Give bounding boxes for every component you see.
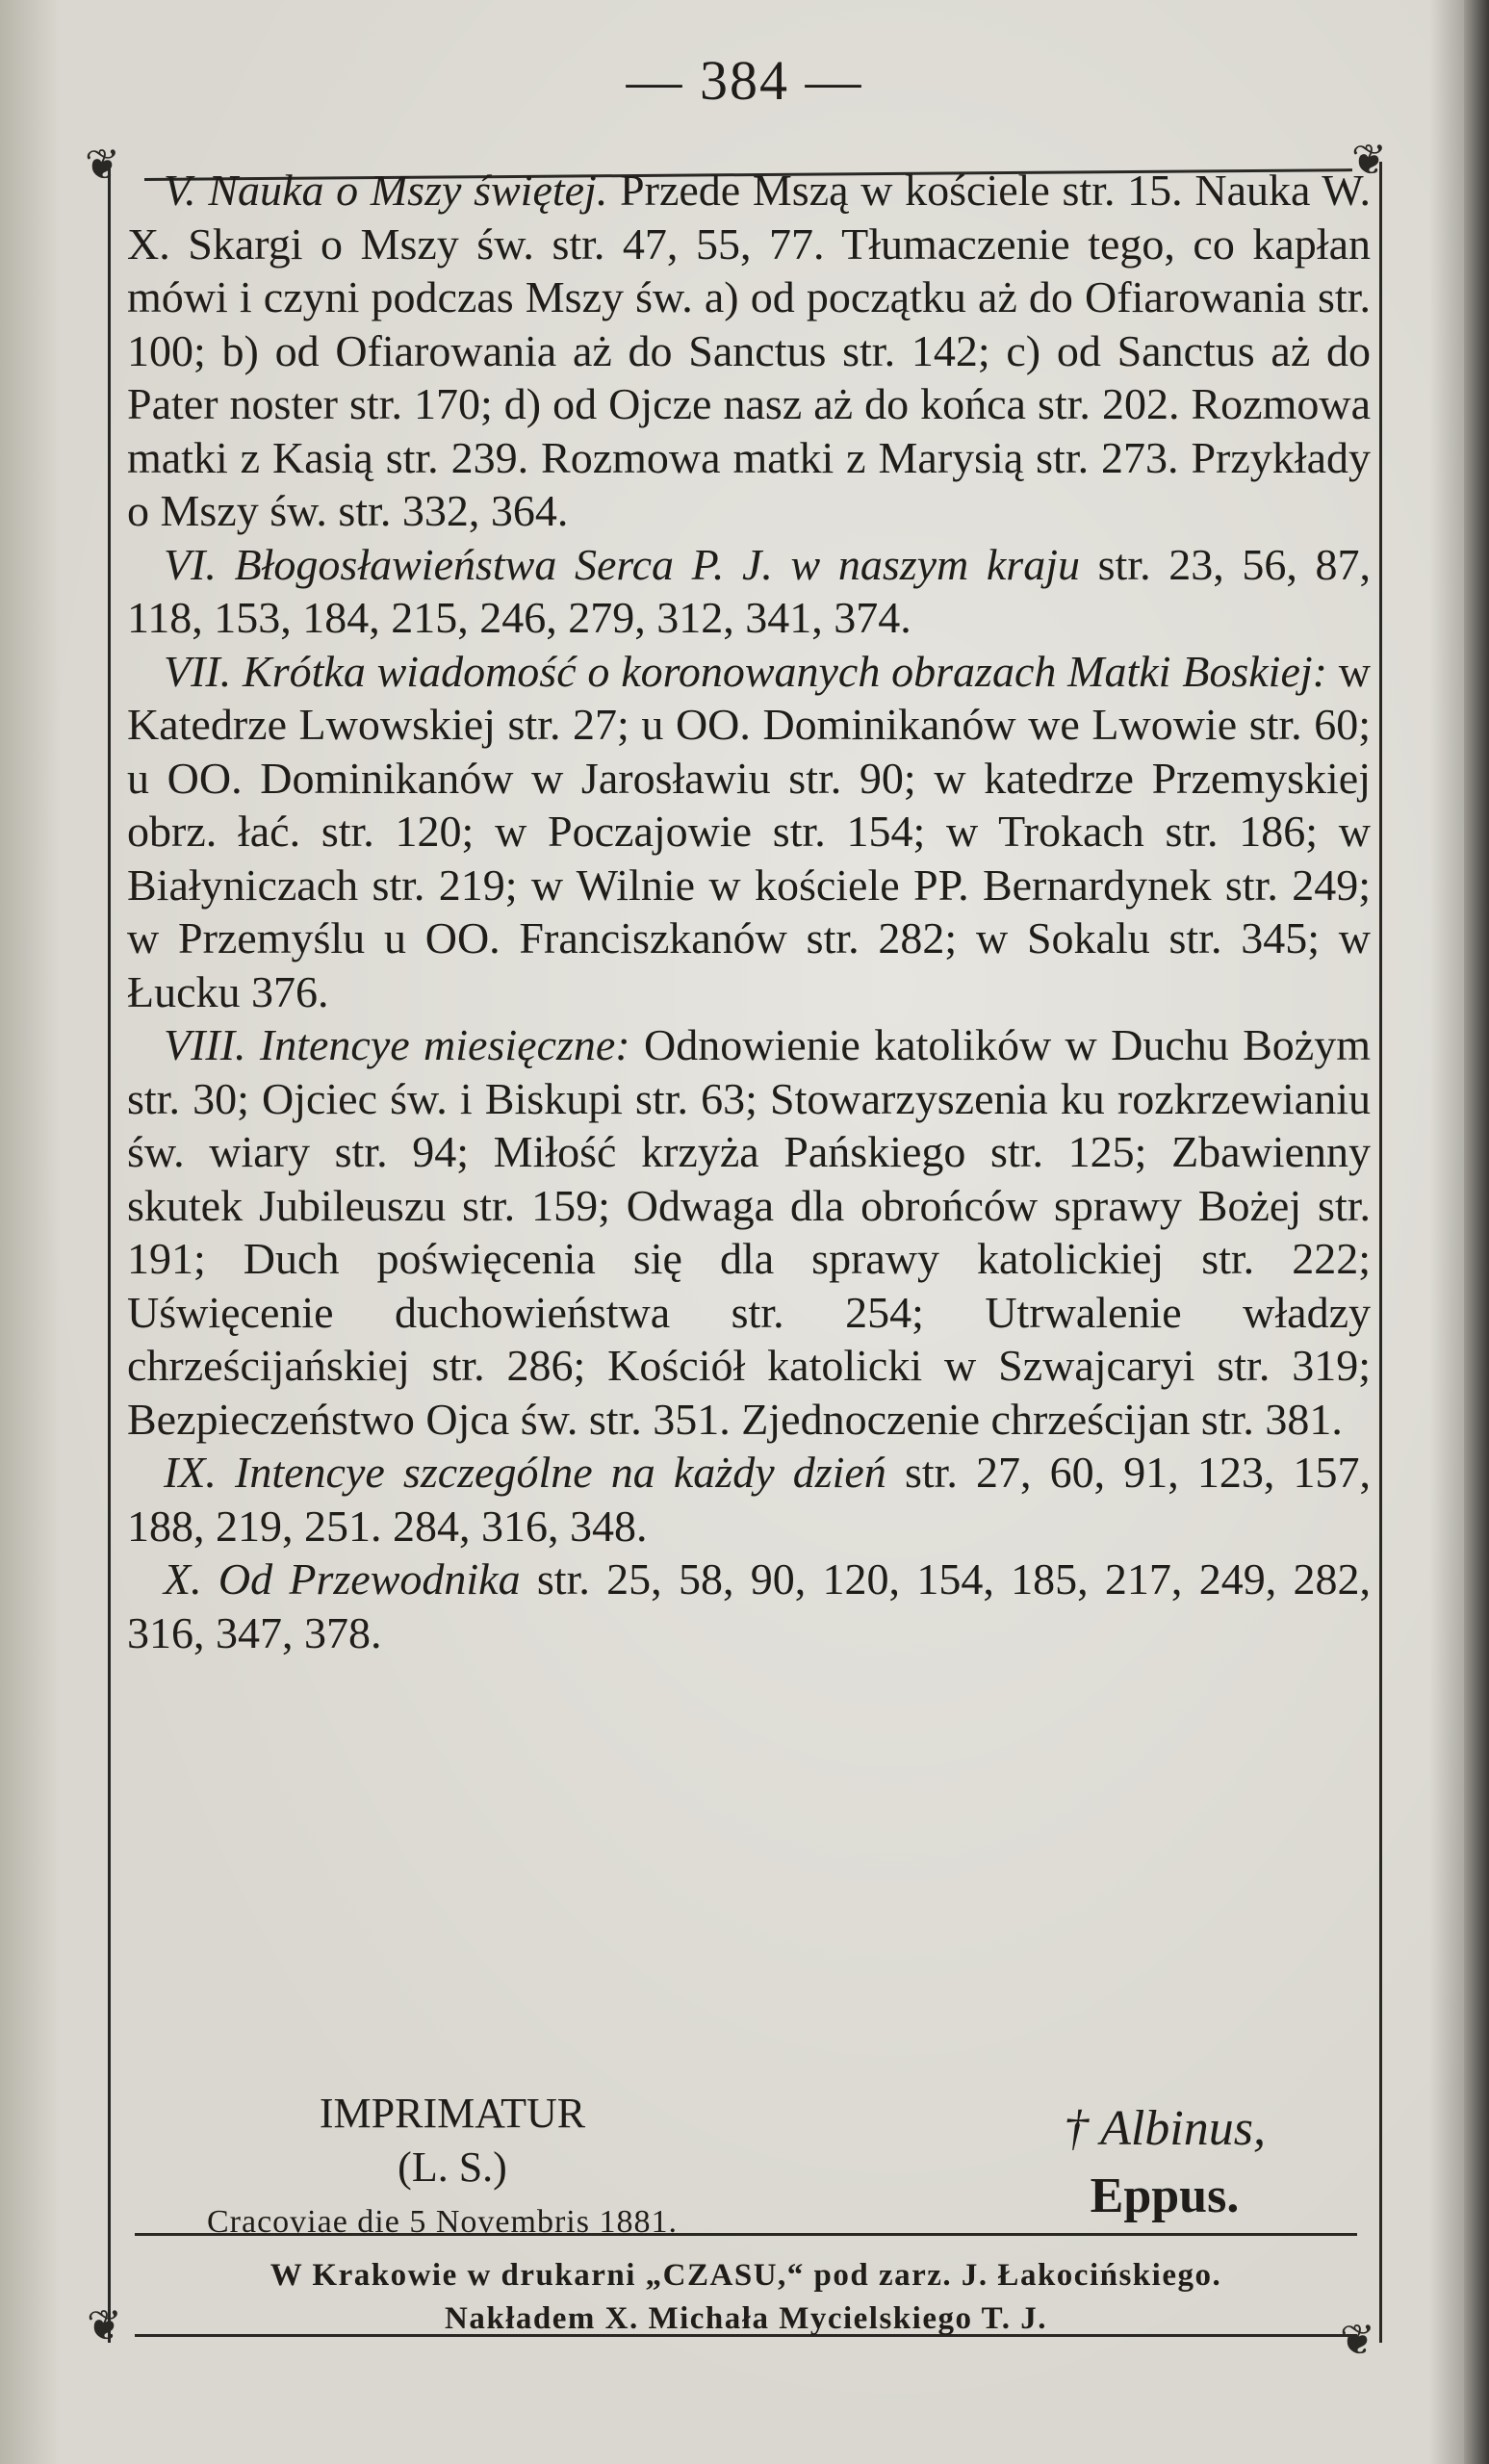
index-entry [127, 1446, 1371, 1553]
bishop-signature [963, 2098, 1367, 2227]
entry-heading: VIII. Intencye miesięczne: [164, 1020, 630, 1069]
signature-name: † Albinus, [1064, 2101, 1266, 2156]
book-spine-shadow [1464, 0, 1489, 2464]
index-entry [127, 645, 1371, 1019]
corner-ornament-icon: ❦ [1340, 2317, 1375, 2364]
publisher-line: Nakładem X. Michała Mycielskiego T. J. [445, 2301, 1047, 2336]
index-entry [127, 1553, 1371, 1659]
printer-colophon [135, 2254, 1357, 2341]
entry-text: Przede Mszą w kościele str. 15. Nauka W. X. Skargi o Mszy św. str. 47, 55, 77. Tłumaczenie tego, co kapłan mówi i czyni podczas Mszy św. a) od początku aż do Ofiarowania str. 100; b) od Ofiarowania aż do Sanctus str. 142; c) od Sanctus aż do Pater noster str. 170; d) od Ojcze nasz aż do końca str. 202. Rozmowa matki z Kasią str. 239. Rozmowa matki z Marysią str. 273. Przykłady o Mszy św. str. 332, 364. [127, 166, 1371, 535]
imprimatur-block [135, 2079, 1357, 2252]
imprimatur-title: IMPRIMATUR [319, 2090, 586, 2137]
signature-office: Eppus. [1090, 2169, 1240, 2223]
page-number: — 384 — [626, 49, 863, 112]
seal-mark: (L. S.) [398, 2143, 507, 2191]
entry-text: str. 27, 60, 91, 123, 157, 188, 219, 251. 284, 316, 348. [127, 1448, 1371, 1551]
index-entry [127, 1018, 1371, 1446]
corner-ornament-icon: ❦ [1351, 137, 1387, 184]
corner-ornament-icon: ❦ [87, 2302, 122, 2349]
imprimatur-date: Cracoviae die 5 Novembris 1881. [207, 2204, 678, 2240]
index-entry [127, 164, 1371, 538]
entry-text: Odnowienie katolików w Duchu Bożym str. 30; Ojciec św. i Biskupi str. 63; Stowarzyszenia ku rozkrzewianiu św. wiary str. 94; Miłość krzyża Pańskiego str. 125; Zbawienny skutek Jubileuszu str. 159; Odwaga dla obrońców sprawy Bożej str. 191; Duch poświęcenia się dla sprawy katolickiej str. 222; Uświęcenie duchowieństwa str. 254; Utrwalenie władzy chrześcijańskiej str. 286; Kościół katolicki w Szwajcaryi str. 319; Bezpieczeństwo Ojca św. str. 351. Zjednoczenie chrześcijan str. 381. [127, 1020, 1372, 1444]
entry-heading: IX. Intencye szczególne na każdy dzień [164, 1448, 886, 1497]
index-entry [127, 538, 1371, 645]
entry-text: str. 23, 56, 87, 118, 153, 184, 215, 246, 279, 312, 341, 374. [127, 539, 1371, 642]
entry-text: str. 25, 58, 90, 120, 154, 185, 217, 249, 282, 316, 347, 378. [127, 1554, 1372, 1657]
imprimatur-approval [274, 2087, 630, 2194]
entry-text: w Katedrze Lwowskiej str. 27; u OO. Dominikanów we Lwowie str. 60; u OO. Dominikanów w Jarosławiu str. 90; w katedrze Przemyskiej obrz. łać. str. 120; w Poczajowie str. 154; w Trokach str. 186; w Białyniczach str. 219; w Wilnie w kościele PP. Bernardynek str. 249; w Przemyślu u OO. Franciszkanów str. 282; w Sokalu str. 345; w Łucku 376. [127, 646, 1371, 1016]
corner-ornament-icon: ❦ [85, 141, 120, 189]
printer-line: W Krakowie w drukarni „CZASU,“ pod zarz. J. Łakocińskiego. [270, 2258, 1222, 2293]
entry-heading: VII. Krótka wiadomość o koronowanych obrazach Matki Boskiej: [164, 646, 1327, 696]
entry-heading: X. Od Przewodnika [164, 1554, 521, 1604]
entry-heading: V. Nauka o Mszy świętej. [164, 166, 608, 215]
entry-heading: VI. Błogosławieństwa Serca P. J. w naszym kraju [164, 539, 1080, 589]
index-text [127, 164, 1371, 1659]
